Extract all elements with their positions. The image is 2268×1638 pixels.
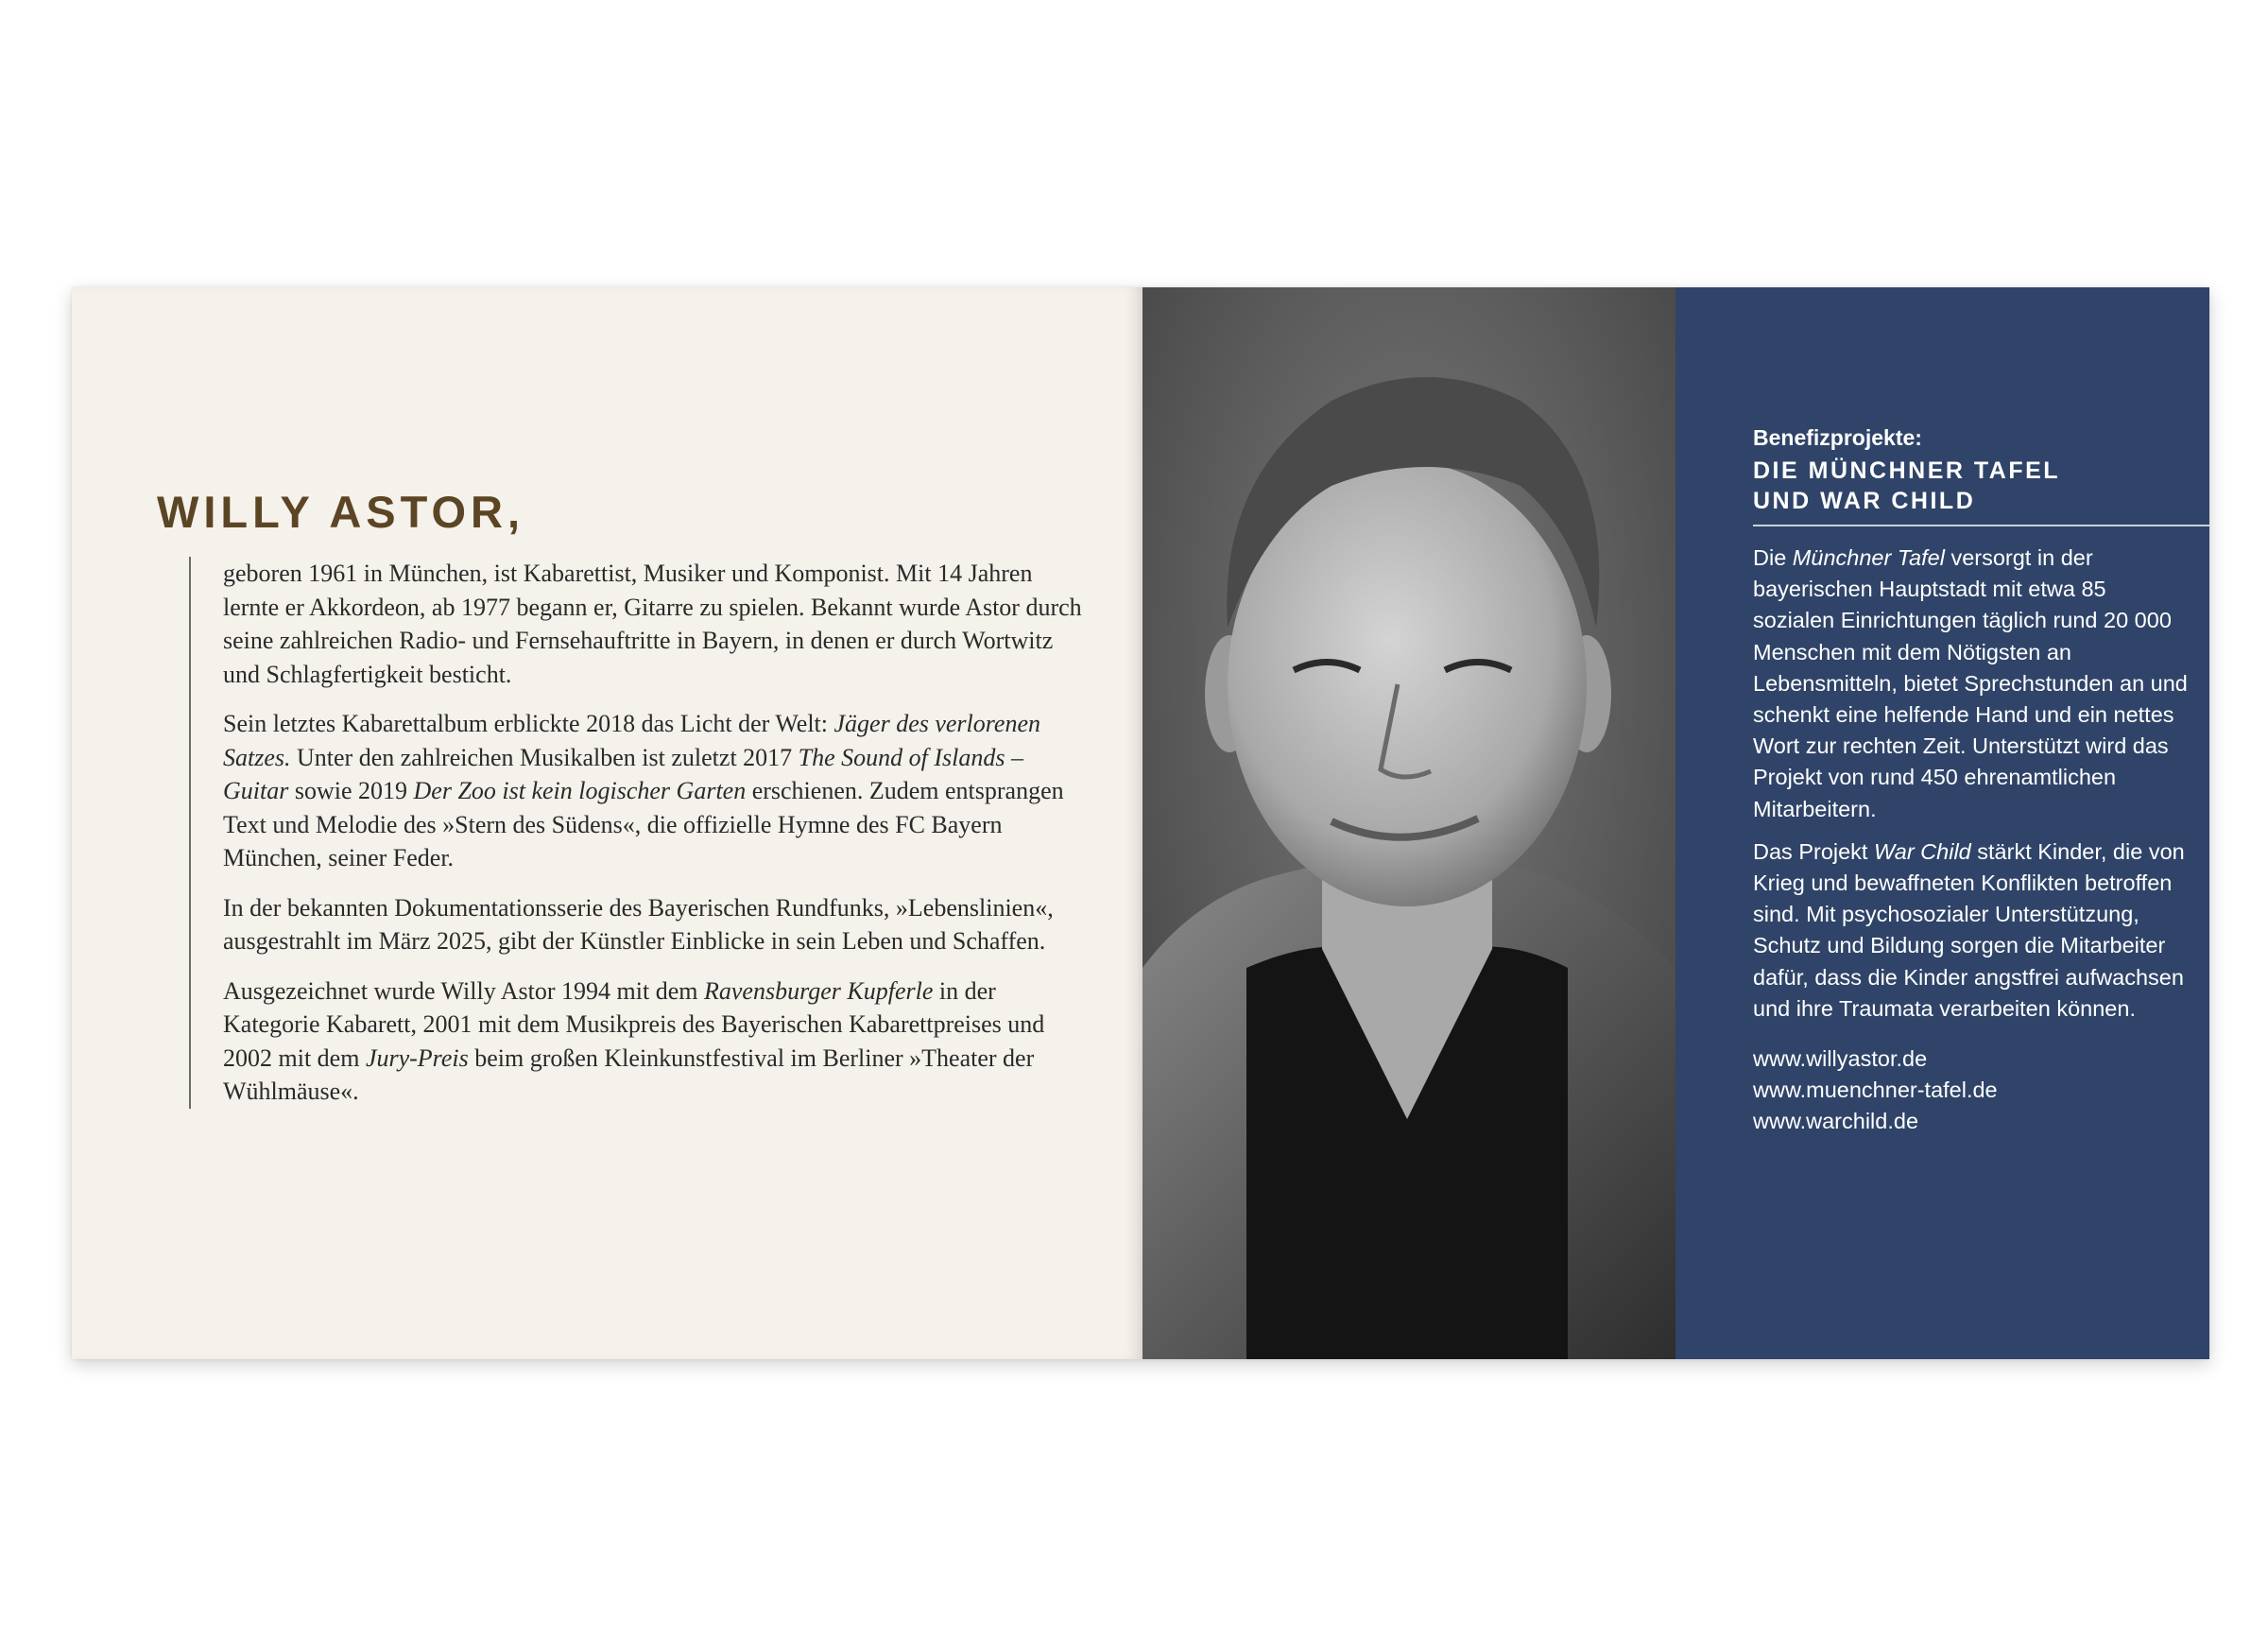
album-title: Jäger des verlorenen Satzes.	[223, 710, 1041, 771]
benefit-title-line-2: UND WAR CHILD	[1753, 488, 1976, 514]
benefit-paragraph-2	[1753, 836, 2188, 1025]
text-run: versorgt in der bayerischen Hauptstadt mit etwa 85 sozialen Einrichtungen täglich rund 20 000 Menschen mit dem Nötigsten an Lebensmitteln, bietet Sprechstunden an und schenkt eine helfende Hand und ein nettes Wort zur rechten Zeit. Unterstützt wird das Projekt von rund 450 ehrenamtlichen Mitarbeitern.	[1753, 545, 2188, 821]
benefit-page	[1675, 287, 2209, 1359]
album-title: The Sound of Islands – Guitar	[223, 743, 1024, 804]
link-muenchner-tafel[interactable]: www.muenchner-tafel.de	[1753, 1078, 1998, 1103]
project-name: War Child	[1874, 838, 1971, 864]
award-title: Ravensburger Kupferle	[704, 976, 934, 1005]
page-title: WILLY ASTOR,	[157, 487, 525, 537]
portrait-image	[1143, 287, 1675, 1359]
award-title: Jury-Preis	[365, 1043, 469, 1072]
text-run: sowie 2019	[288, 777, 414, 804]
project-name: Münchner Tafel	[1792, 545, 1945, 570]
text-run: Die	[1753, 545, 1793, 570]
benefit-paragraph-1	[1753, 543, 2188, 825]
website-links	[1753, 1043, 2188, 1137]
text-run: Sein letztes Kabarettalbum erblickte 2018 das Licht der Welt:	[223, 710, 834, 737]
benefit-title	[1753, 456, 2060, 516]
text-run: erschienen. Zudem entsprangen Text und Melodie des »Stern des Südens«, die offizielle Hymne des FC Bayern München, seiner Feder.	[223, 777, 1064, 871]
bio-paragraph-3: In der bekannten Dokumentationsserie des Bayerischen Rundfunks, »Lebenslinien«, ausgestrahlt im März 2025, gibt der Künstler Einblicke in sein Leben und Schaffen.	[223, 893, 1054, 955]
benefit-text	[1753, 543, 2188, 1137]
text-run: Unter den zahlreichen Musikalben ist zuletzt 2017	[290, 743, 799, 771]
bio-text	[189, 557, 1102, 1109]
bio-paragraph-4	[223, 974, 1092, 1109]
bio-page	[72, 287, 1143, 1359]
booklet-spread	[72, 287, 2209, 1359]
text-run: in der Kategorie Kabarett, 2001 mit dem Musikpreis des Bayerischen Kabarettpreises und 2002 mit dem	[223, 976, 1045, 1072]
link-warchild[interactable]: www.warchild.de	[1753, 1109, 1919, 1134]
bio-paragraph-2	[223, 707, 1092, 875]
bio-paragraph-1: geboren 1961 in München, ist Kabarettist, Musiker und Komponist. Mit 14 Jahren lernte er Akkordeon, ab 1977 begann er, Gitarre zu spielen. Bekannt wurde Astor durch seine zahlreichen Radio- und Fernsehauftritte in Bayern, in denen er durch Wortwitz und Schlagfertigkeit besticht.	[223, 560, 1082, 688]
link-willyastor[interactable]: www.willyastor.de	[1753, 1046, 1928, 1072]
text-run: Ausgezeichnet wurde Willy Astor 1994 mit dem	[223, 976, 704, 1005]
portrait-photo	[1143, 287, 1675, 1359]
benefit-kicker: Benefizprojekte:	[1753, 425, 1922, 450]
text-run: beim großen Kleinkunstfestival im Berliner »Theater der Wühlmäuse«.	[223, 1043, 1035, 1105]
benefit-title-line-1: DIE MÜNCHNER TAFEL	[1753, 457, 2061, 484]
album-title: Der Zoo ist kein logischer Garten	[413, 777, 747, 804]
divider	[1753, 525, 2209, 526]
text-run: stärkt Kinder, die von Krieg und bewaffneten Konflikten betroffen sind. Mit psychosozialer Unterstützung, Schutz und Bildung sorgen die Mitarbeiter dafür, dass die Kinder angstfrei aufwachsen und ihre Traumata verarbeiten können.	[1753, 838, 2185, 1021]
text-run: Das Projekt	[1753, 838, 1874, 864]
